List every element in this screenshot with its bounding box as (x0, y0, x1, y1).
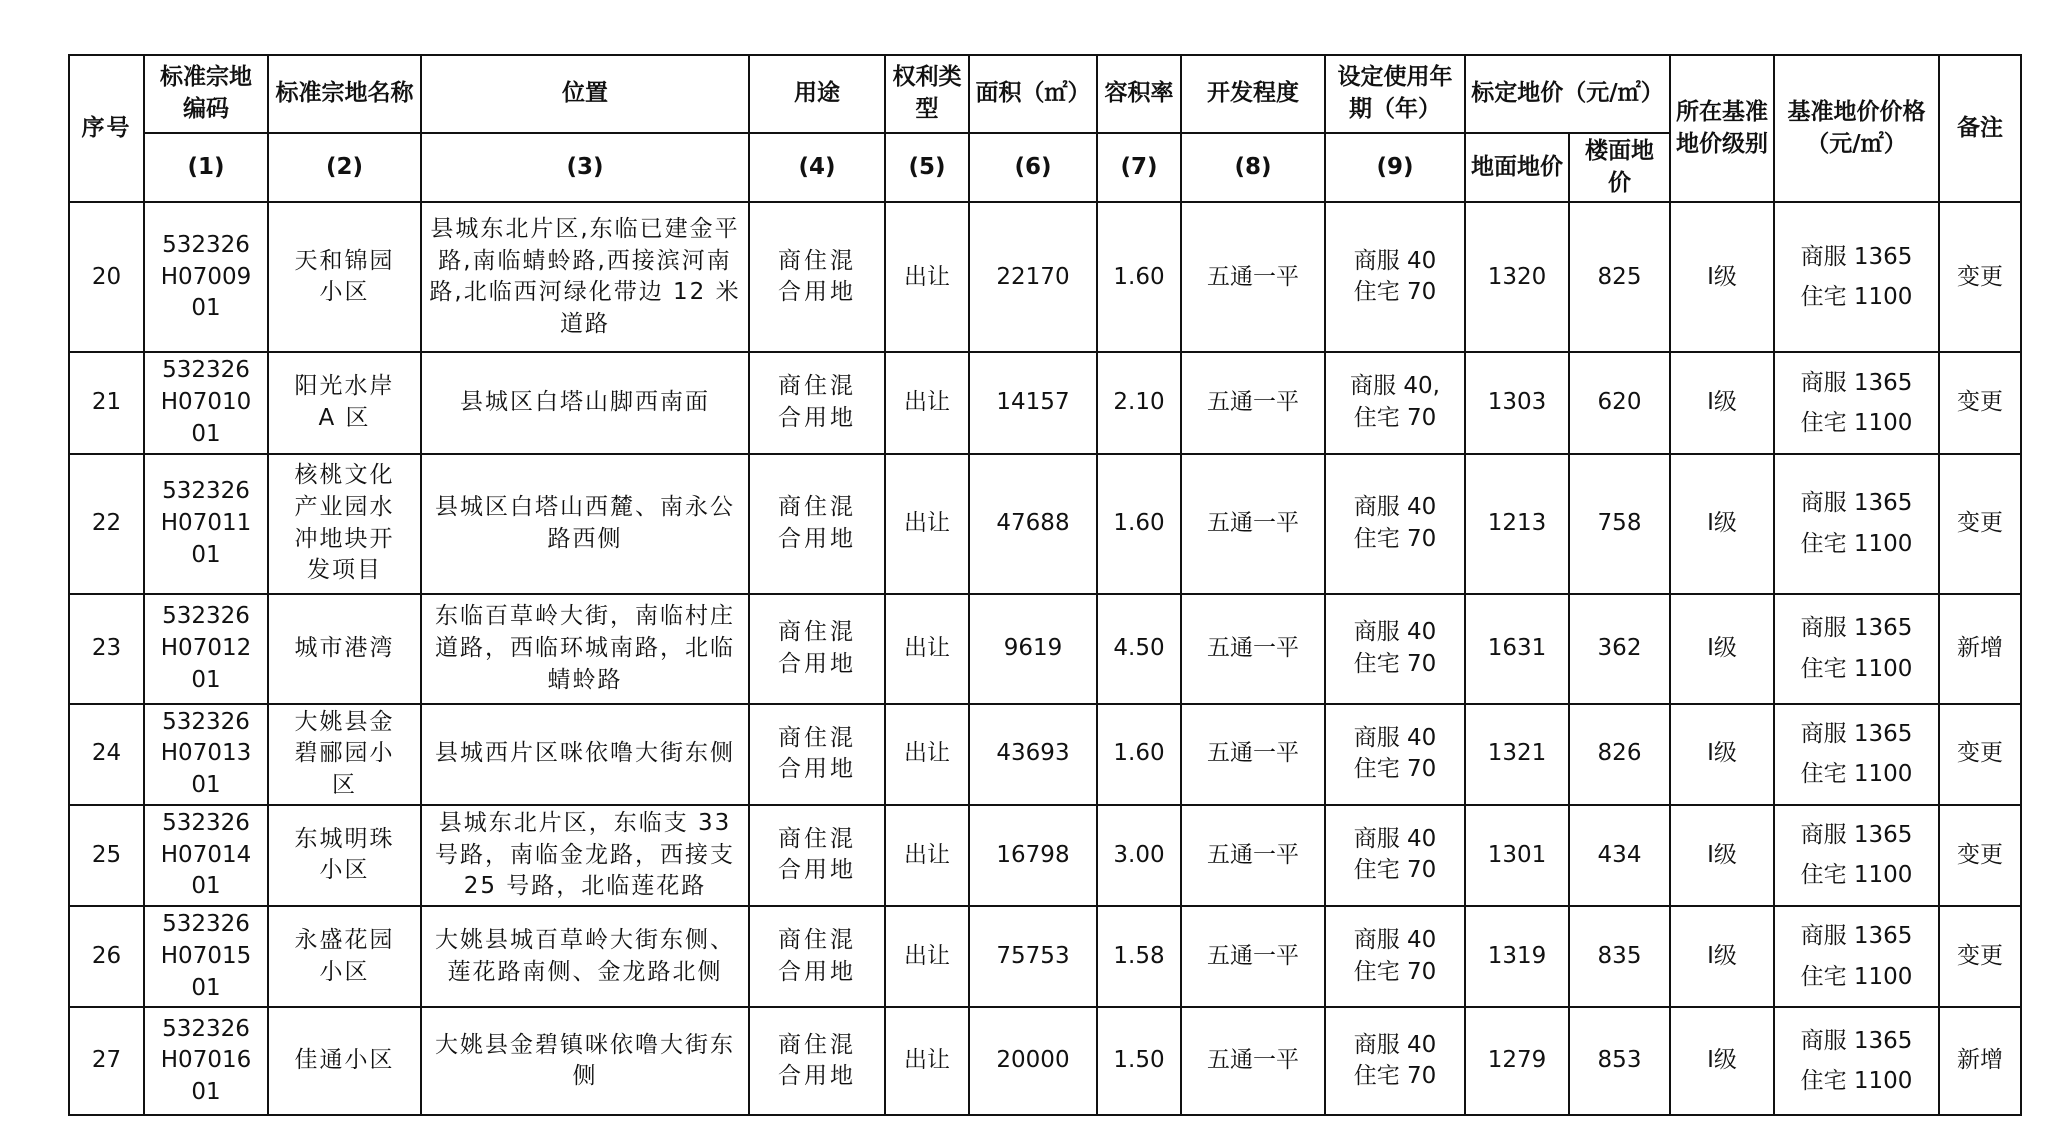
base-price-line: 住宅 1100 (1800, 862, 1913, 889)
usage-cell: 商住混合用地 (749, 906, 885, 1007)
code-cell: 532326H0701501 (144, 906, 268, 1007)
header-land-price: 地面地价 (1465, 133, 1569, 202)
term-cell (1325, 906, 1465, 1007)
location-cell: 东临百草岭大街，南临村庄道路，西临环城南路，北临蜻蛉路 (421, 594, 749, 704)
code-cell: 532326H0701401 (144, 805, 268, 906)
term-line: 商服 40 (1353, 493, 1437, 520)
base-price-line: 住宅 1100 (1800, 410, 1913, 437)
grade-cell: Ⅰ级 (1670, 454, 1774, 594)
table-row (69, 704, 2021, 805)
base-price-line: 住宅 1100 (1800, 284, 1913, 311)
term-line: 住宅 70 (1353, 857, 1437, 884)
table-body (69, 202, 2021, 1115)
base-price-line: 商服 1365 (1800, 1028, 1913, 1055)
term-cell (1325, 352, 1465, 453)
seq-cell: 23 (69, 594, 144, 704)
far-cell: 3.00 (1097, 805, 1181, 906)
base-price-cell (1774, 704, 1939, 805)
area-cell: 20000 (969, 1007, 1097, 1115)
code-cell: 532326H0700901 (144, 202, 268, 352)
index-label: (7) (1097, 133, 1181, 202)
remark-cell: 变更 (1939, 906, 2021, 1007)
index-label: (1) (144, 133, 268, 202)
term-cell (1325, 805, 1465, 906)
term-line: 住宅 70 (1353, 525, 1437, 552)
code-cell: 532326H0701601 (144, 1007, 268, 1115)
term-line: 住宅 70 (1353, 1063, 1437, 1090)
name-cell: 永盛花园小区 (268, 906, 421, 1007)
remark-cell: 变更 (1939, 202, 2021, 352)
seq-cell: 24 (69, 704, 144, 805)
index-label: (5) (885, 133, 969, 202)
table-row (69, 906, 2021, 1007)
name-cell: 东城明珠小区 (268, 805, 421, 906)
usage-cell: 商住混合用地 (749, 594, 885, 704)
right-type-cell: 出让 (885, 594, 969, 704)
table-row (69, 1007, 2021, 1115)
index-label: (8) (1181, 133, 1325, 202)
name-cell: 阳光水岸 A 区 (268, 352, 421, 453)
base-price-cell (1774, 352, 1939, 453)
floor-price-cell: 826 (1569, 704, 1670, 805)
area-cell: 22170 (969, 202, 1097, 352)
term-line: 商服 40 (1353, 825, 1437, 852)
location-cell: 县城区白塔山脚西南面 (421, 352, 749, 453)
grade-cell: Ⅰ级 (1670, 805, 1774, 906)
location-cell: 县城区白塔山西麓、南永公路西侧 (421, 454, 749, 594)
table-row (69, 454, 2021, 594)
location-cell: 大姚县金碧镇咪依噜大街东侧 (421, 1007, 749, 1115)
term-cell (1325, 202, 1465, 352)
base-price-cell (1774, 202, 1939, 352)
right-type-cell: 出让 (885, 202, 969, 352)
code-cell: 532326H0701201 (144, 594, 268, 704)
location-cell: 大姚县城百草岭大街东侧、莲花路南侧、金龙路北侧 (421, 906, 749, 1007)
header-far: 容积率 (1097, 55, 1181, 133)
term-line: 商服 40 (1353, 1031, 1437, 1058)
right-type-cell: 出让 (885, 805, 969, 906)
far-cell: 1.50 (1097, 1007, 1181, 1115)
header-grade: 所在基准地价级别 (1670, 55, 1774, 202)
code-cell: 532326H0701001 (144, 352, 268, 453)
land-price-cell: 1321 (1465, 704, 1569, 805)
grade-cell: Ⅰ级 (1670, 704, 1774, 805)
remark-cell: 新增 (1939, 594, 2021, 704)
base-price-line: 住宅 1100 (1800, 1068, 1913, 1095)
land-price-cell: 1301 (1465, 805, 1569, 906)
land-price-cell: 1631 (1465, 594, 1569, 704)
header-name: 标准宗地名称 (268, 55, 421, 133)
header-usage: 用途 (749, 55, 885, 133)
base-price-line: 商服 1365 (1800, 721, 1913, 748)
usage-cell: 商住混合用地 (749, 704, 885, 805)
header-floor-price: 楼面地价 (1569, 133, 1670, 202)
floor-price-cell: 620 (1569, 352, 1670, 453)
remark-cell: 新增 (1939, 1007, 2021, 1115)
location-cell: 县城西片区咪依噜大街东侧 (421, 704, 749, 805)
grade-cell: Ⅰ级 (1670, 906, 1774, 1007)
floor-price-cell: 758 (1569, 454, 1670, 594)
header-calibrated-price: 标定地价（元/㎡） (1465, 55, 1670, 133)
dev-level-cell: 五通一平 (1181, 202, 1325, 352)
index-label: (6) (969, 133, 1097, 202)
table-row (69, 352, 2021, 453)
code-cell: 532326H0701101 (144, 454, 268, 594)
far-cell: 1.60 (1097, 454, 1181, 594)
dev-level-cell: 五通一平 (1181, 1007, 1325, 1115)
floor-price-cell: 853 (1569, 1007, 1670, 1115)
header-right-type: 权利类型 (885, 55, 969, 133)
base-price-line: 商服 1365 (1800, 244, 1913, 271)
header-base-price: 基准地价价格（元/㎡） (1774, 55, 1939, 202)
term-line: 商服 40 (1353, 247, 1437, 274)
remark-cell: 变更 (1939, 454, 2021, 594)
header-area: 面积（㎡） (969, 55, 1097, 133)
base-price-line: 住宅 1100 (1800, 761, 1913, 788)
floor-price-cell: 825 (1569, 202, 1670, 352)
base-price-cell (1774, 454, 1939, 594)
base-price-line: 商服 1365 (1800, 923, 1913, 950)
seq-cell: 21 (69, 352, 144, 453)
right-type-cell: 出让 (885, 704, 969, 805)
term-line: 住宅 70 (1353, 650, 1437, 677)
seq-cell: 22 (69, 454, 144, 594)
name-cell: 天和锦园小区 (268, 202, 421, 352)
index-label: (9) (1325, 133, 1465, 202)
far-cell: 1.58 (1097, 906, 1181, 1007)
dev-level-cell: 五通一平 (1181, 454, 1325, 594)
term-line: 住宅 70 (1353, 405, 1437, 432)
grade-cell: Ⅰ级 (1670, 1007, 1774, 1115)
land-price-cell: 1319 (1465, 906, 1569, 1007)
term-line: 住宅 70 (1353, 958, 1437, 985)
location-cell: 县城东北片区,东临已建金平路,南临蜻蛉路,西接滨河南路,北临西河绿化带边 12 米道路 (421, 202, 749, 352)
dev-level-cell: 五通一平 (1181, 352, 1325, 453)
header-dev-level: 开发程度 (1181, 55, 1325, 133)
table-row (69, 202, 2021, 352)
location-cell: 县城东北片区，东临支 33 号路，南临金龙路，西接支 25 号路，北临莲花路 (421, 805, 749, 906)
table-row (69, 594, 2021, 704)
index-label: (3) (421, 133, 749, 202)
floor-price-cell: 835 (1569, 906, 1670, 1007)
remark-cell: 变更 (1939, 805, 2021, 906)
area-cell: 75753 (969, 906, 1097, 1007)
term-cell (1325, 1007, 1465, 1115)
index-label: (2) (268, 133, 421, 202)
far-cell: 2.10 (1097, 352, 1181, 453)
area-cell: 47688 (969, 454, 1097, 594)
grade-cell: Ⅰ级 (1670, 352, 1774, 453)
right-type-cell: 出让 (885, 1007, 969, 1115)
base-price-cell (1774, 1007, 1939, 1115)
usage-cell: 商住混合用地 (749, 1007, 885, 1115)
right-type-cell: 出让 (885, 454, 969, 594)
area-cell: 9619 (969, 594, 1097, 704)
base-price-line: 商服 1365 (1800, 369, 1913, 396)
base-price-line: 商服 1365 (1800, 822, 1913, 849)
land-price-cell: 1279 (1465, 1007, 1569, 1115)
term-line: 商服 40 (1353, 724, 1437, 751)
base-price-line: 住宅 1100 (1800, 963, 1913, 990)
usage-cell: 商住混合用地 (749, 352, 885, 453)
usage-cell: 商住混合用地 (749, 454, 885, 594)
remark-cell: 变更 (1939, 352, 2021, 453)
term-line: 商服 40 (1353, 618, 1437, 645)
seq-cell: 26 (69, 906, 144, 1007)
header-remark: 备注 (1939, 55, 2021, 202)
seq-cell: 25 (69, 805, 144, 906)
right-type-cell: 出让 (885, 352, 969, 453)
name-cell: 核桃文化产业园水冲地块开发项目 (268, 454, 421, 594)
term-line: 住宅 70 (1353, 756, 1437, 783)
table-row (69, 805, 2021, 906)
header-term: 设定使用年期（年） (1325, 55, 1465, 133)
dev-level-cell: 五通一平 (1181, 594, 1325, 704)
term-cell (1325, 594, 1465, 704)
name-cell: 城市港湾 (268, 594, 421, 704)
base-price-cell (1774, 805, 1939, 906)
base-price-line: 商服 1365 (1800, 615, 1913, 642)
floor-price-cell: 362 (1569, 594, 1670, 704)
header-code: 标准宗地编码 (144, 55, 268, 133)
grade-cell: Ⅰ级 (1670, 202, 1774, 352)
header-row-1 (69, 55, 2021, 133)
term-line: 商服 40, (1350, 373, 1440, 400)
name-cell: 大姚县金碧郦园小区 (268, 704, 421, 805)
header-location: 位置 (421, 55, 749, 133)
usage-cell: 商住混合用地 (749, 805, 885, 906)
dev-level-cell: 五通一平 (1181, 805, 1325, 906)
base-price-cell (1774, 906, 1939, 1007)
term-cell (1325, 704, 1465, 805)
land-price-cell: 1213 (1465, 454, 1569, 594)
land-price-table (68, 54, 2022, 1116)
seq-cell: 20 (69, 202, 144, 352)
base-price-line: 住宅 1100 (1800, 655, 1913, 682)
header-seq: 序号 (69, 55, 144, 202)
base-price-line: 住宅 1100 (1800, 530, 1913, 557)
area-cell: 16798 (969, 805, 1097, 906)
base-price-line: 商服 1365 (1800, 490, 1913, 517)
grade-cell: Ⅰ级 (1670, 594, 1774, 704)
index-label: (4) (749, 133, 885, 202)
term-line: 商服 40 (1353, 926, 1437, 953)
term-cell (1325, 454, 1465, 594)
far-cell: 4.50 (1097, 594, 1181, 704)
far-cell: 1.60 (1097, 704, 1181, 805)
floor-price-cell: 434 (1569, 805, 1670, 906)
right-type-cell: 出让 (885, 906, 969, 1007)
remark-cell: 变更 (1939, 704, 2021, 805)
name-cell: 佳通小区 (268, 1007, 421, 1115)
term-line: 住宅 70 (1353, 279, 1437, 306)
land-price-cell: 1320 (1465, 202, 1569, 352)
code-cell: 532326H0701301 (144, 704, 268, 805)
seq-cell: 27 (69, 1007, 144, 1115)
area-cell: 14157 (969, 352, 1097, 453)
area-cell: 43693 (969, 704, 1097, 805)
dev-level-cell: 五通一平 (1181, 906, 1325, 1007)
far-cell: 1.60 (1097, 202, 1181, 352)
land-price-cell: 1303 (1465, 352, 1569, 453)
dev-level-cell: 五通一平 (1181, 704, 1325, 805)
usage-cell: 商住混合用地 (749, 202, 885, 352)
base-price-cell (1774, 594, 1939, 704)
